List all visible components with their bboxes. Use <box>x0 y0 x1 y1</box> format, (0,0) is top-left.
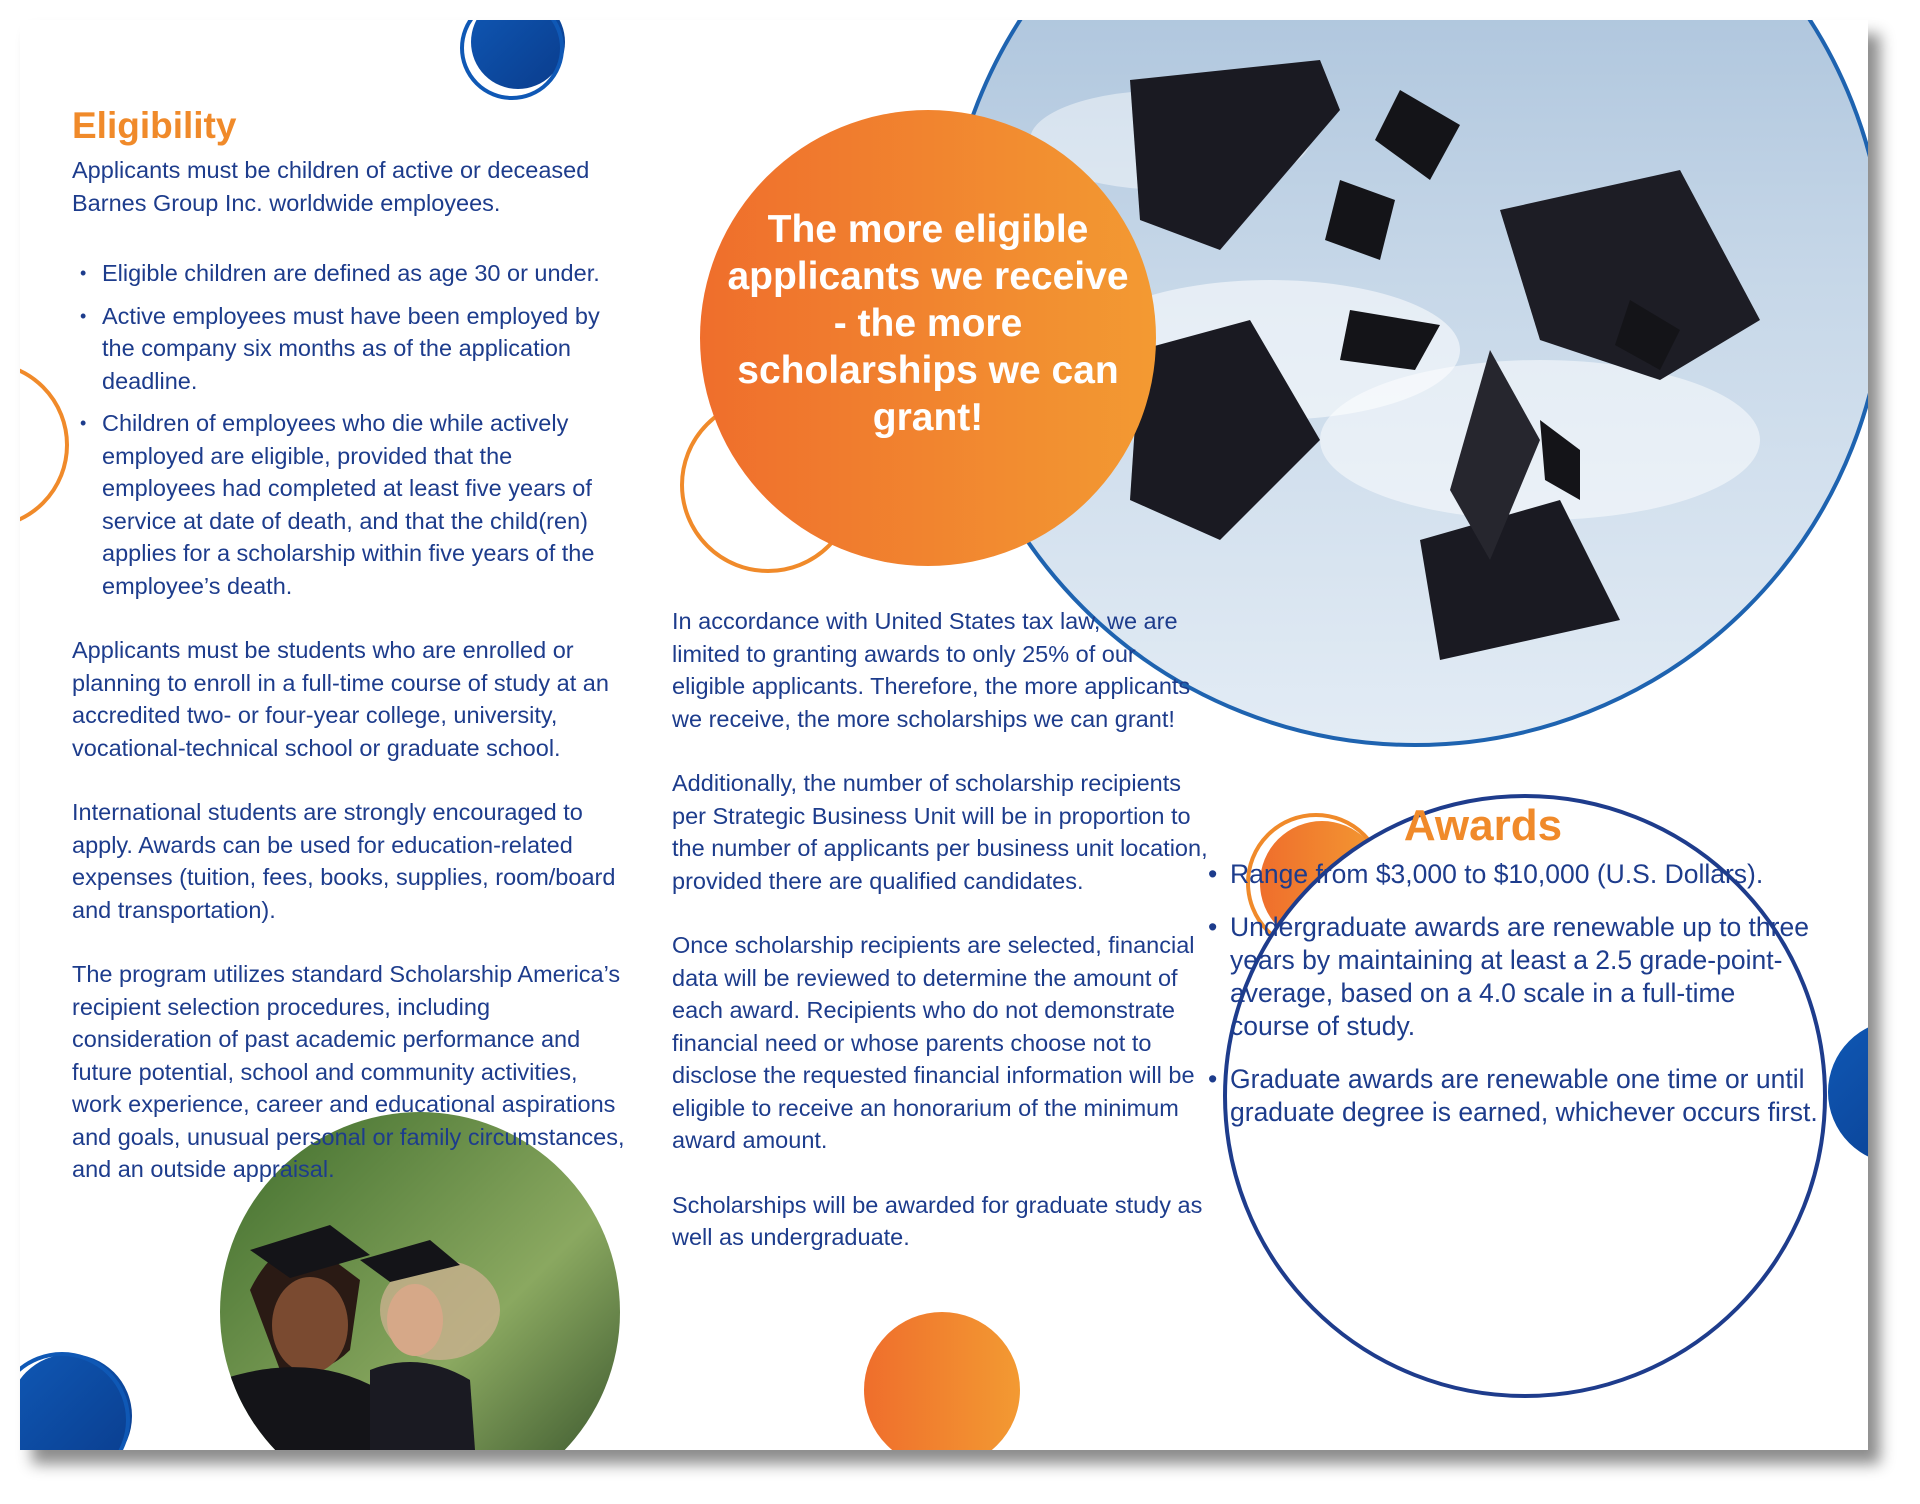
eligibility-list <box>72 257 632 602</box>
tax-law-paragraph: In accordance with United States tax law, we are limited to granting awards to only 25% of our eligible applicants. Therefore, the more applicants we receive, the more scholarships we can grant! <box>672 608 1191 732</box>
blue-circle-bottom-left <box>20 1354 132 1450</box>
financial-data-paragraph: Once scholarship recipients are selected, financial data will be reviewed to determine the amount of each award. Recipients who do not demonstrate financial need or whose parents choose not to disclose the requested financial information will be eligible to receive an honorarium of the minimum award amount. <box>672 932 1195 1153</box>
list-item: • Active employees must have been employed by the company six months as of the application deadline. <box>72 300 632 398</box>
eligibility-heading: Eligibility <box>72 105 237 146</box>
enrollment-paragraph: Applicants must be students who are enrolled or planning to enroll in a full-time course of study at an accredited two- or four-year college, university, vocational-technical school or graduate school. <box>72 637 609 761</box>
blue-circle-right <box>1828 1020 1868 1164</box>
list-item: • Children of employees who die while actively employed are eligible, provided that the employees had completed at least five years of service at date of death, and that the child(ren) applies for a scholarship within five years of the employee’s death. <box>72 407 632 602</box>
blue-circle-top-left <box>462 20 565 98</box>
graduate-study-paragraph: Scholarships will be awarded for graduate study as well as undergraduate. <box>672 1191 1203 1250</box>
middle-section <box>672 605 1212 1286</box>
awards-heading: Awards <box>1403 801 1563 850</box>
list-item: • Range from $3,000 to $10,000 (U.S. Dollars). <box>1208 858 1818 891</box>
awards-list <box>1208 858 1818 1129</box>
brochure-page <box>20 20 1868 1450</box>
eligibility-intro: Applicants must be children of active or deceased Barnes Group Inc. worldwide employees. <box>72 157 590 216</box>
orange-circle-bottom <box>864 1312 1020 1450</box>
quote-text: The more eligible applicants we receive - the more scholarships we can grant! <box>727 207 1129 439</box>
awards-section <box>1208 800 1818 1149</box>
list-item: • Eligible children are defined as age 30 or under. <box>72 257 632 290</box>
selection-paragraph: The program utilizes standard Scholarship America’s recipient selection procedures, including consideration of past academic performance and future potential, school and community activities, work experience, career and educational aspirations and goals, unusual personal or family circumstances, and an outside appraisal. <box>72 961 625 1182</box>
business-unit-paragraph: Additionally, the number of scholarship recipients per Strategic Business Unit will be in proportion to the number of applicants per business unit location, provided there are qualified candidates. <box>672 770 1208 894</box>
list-item: • Undergraduate awards are renewable up to three years by maintaining at least a 2.5 grade-point-average, based on a 4.0 scale in a full-time course of study. <box>1208 911 1818 1043</box>
list-item: • Graduate awards are renewable one time or until graduate degree is earned, whichever occurs first. <box>1208 1063 1818 1129</box>
orange-ring-left <box>20 363 67 527</box>
quote-circle <box>700 110 1156 566</box>
international-paragraph: International students are strongly encouraged to apply. Awards can be used for education-related expenses (tuition, fees, books, supplies, room/board and transportation). <box>72 799 616 923</box>
eligibility-section <box>72 104 632 1218</box>
